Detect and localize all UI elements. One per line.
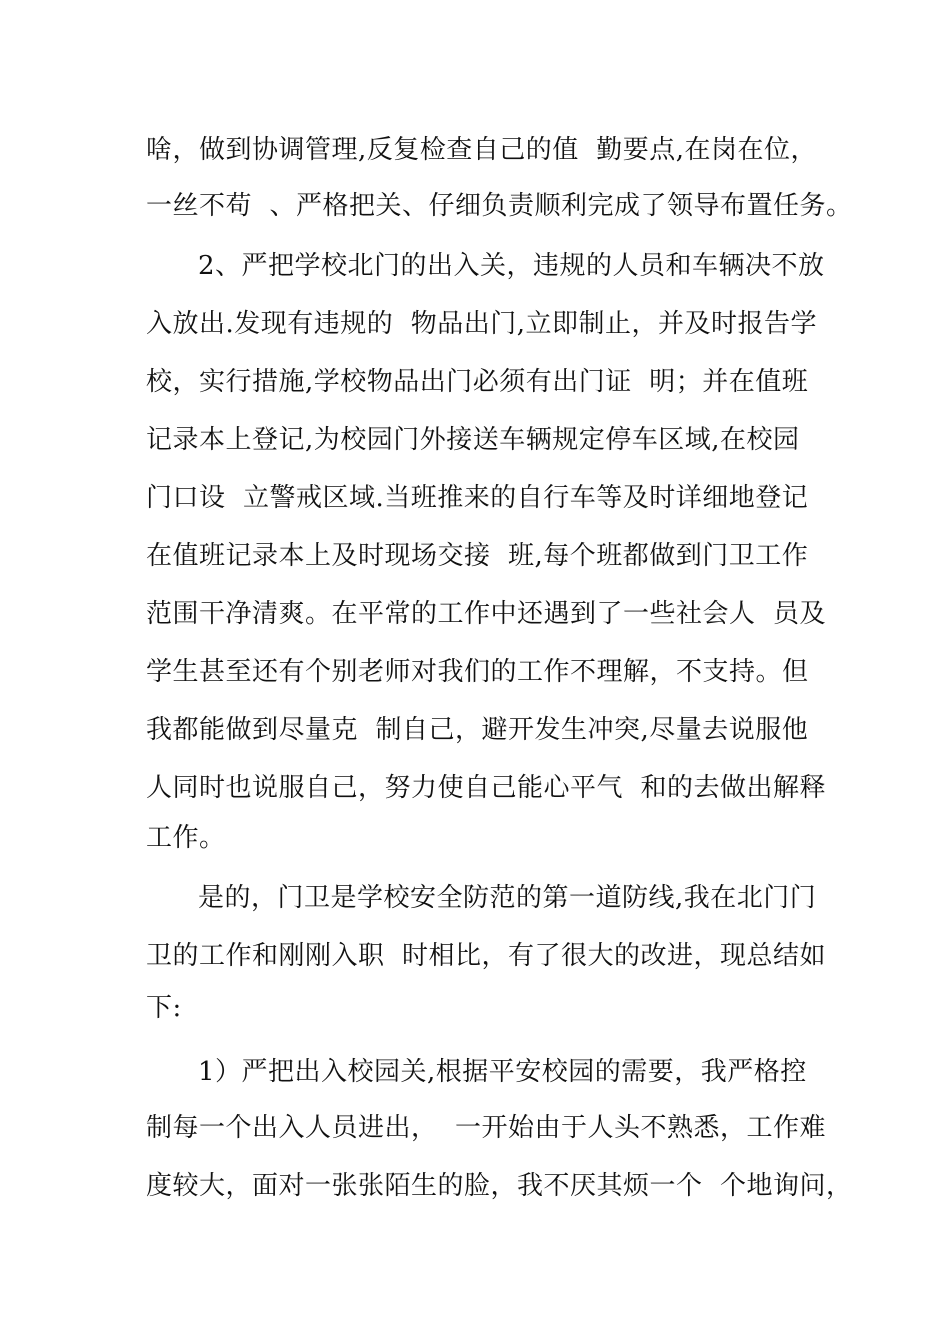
text-line: 门口设 立警戒区域.当班推来的自行车等及时详细地登记 bbox=[146, 483, 809, 513]
paragraph-start-line: 2、严把学校北门的出入关，违规的人员和车辆决不放 bbox=[198, 251, 825, 281]
text-line: 啥，做到协调管理,反复检查自己的值 勤要点,在岗在位， bbox=[146, 135, 818, 165]
paragraph-start-line: 是的，门卫是学校安全防范的第一道防线,我在北门门 bbox=[198, 883, 817, 913]
text-line: 校，实行措施,学校物品出门必须有出门证 明；并在值班 bbox=[146, 367, 809, 397]
text-line: 度较大，面对一张张陌生的脸，我不厌其烦一个 个地询问， bbox=[146, 1171, 853, 1201]
text-line: 入放出.发现有违规的 物品出门,立即制止，并及时报告学 bbox=[146, 309, 818, 339]
text-line: 制每一个出入人员进出， 一开始由于人头不熟悉，工作难 bbox=[146, 1113, 827, 1143]
paragraph-start-line: 1）严把出入校园关,根据平安校园的需要，我严格控 bbox=[198, 1057, 807, 1087]
text-line: 范围干净清爽。在平常的工作中还遇到了一些社会人 员及 bbox=[146, 599, 827, 629]
text-line: 卫的工作和刚刚入职 时相比，有了很大的改进，现总结如 bbox=[146, 941, 827, 971]
text-line: 学生甚至还有个别老师对我们的工作不理解，不支持。但 bbox=[146, 657, 809, 687]
text-line: 在值班记录本上及时现场交接 班,每个班都做到门卫工作 bbox=[146, 541, 809, 571]
text-line: 人同时也说服自己，努力使自己能心平气 和的去做出解释 bbox=[146, 773, 827, 803]
text-line: 工作。 bbox=[146, 823, 226, 853]
text-line: 记录本上登记,为校园门外接送车辆规定停车区域,在校园 bbox=[146, 425, 800, 455]
text-line: 下: bbox=[146, 993, 182, 1023]
text-line: 我都能做到尽量克 制自己，避开发生冲突,尽量去说服他 bbox=[146, 715, 809, 745]
text-line: 一丝不苟 、严格把关、仔细负责顺利完成了领导布置任务。 bbox=[146, 191, 853, 221]
